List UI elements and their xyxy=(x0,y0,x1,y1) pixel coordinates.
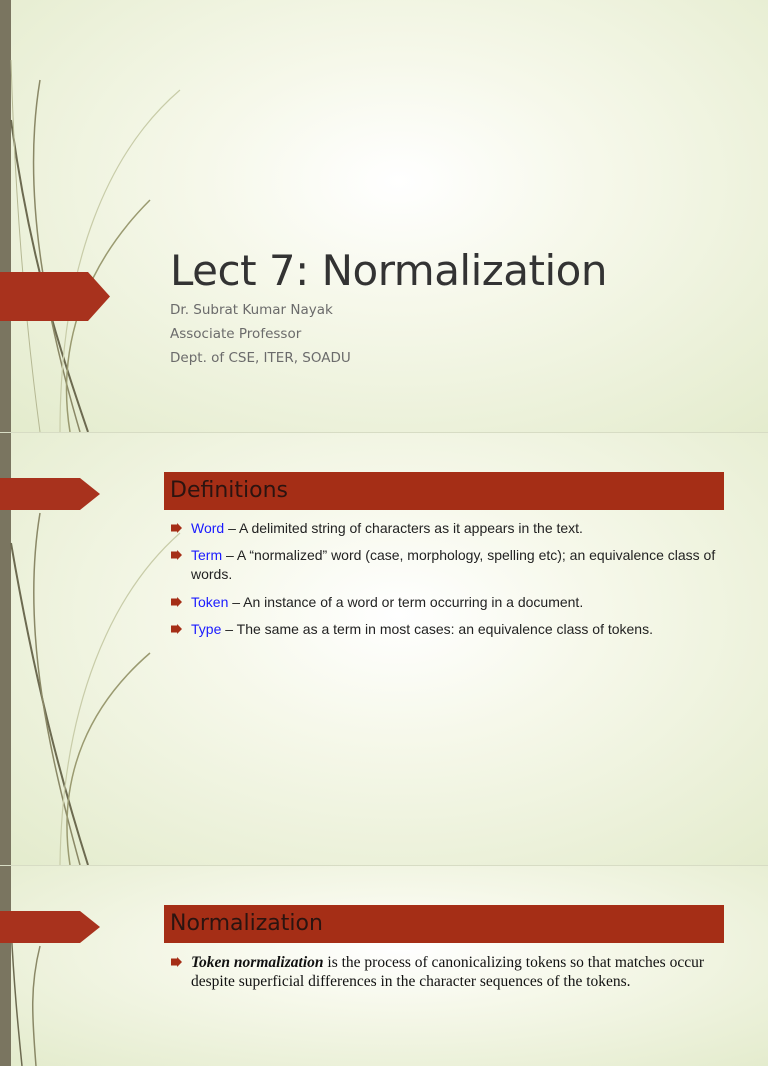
bullet-arrow-icon xyxy=(171,597,182,607)
emphasized-term: Token normalization xyxy=(191,954,324,971)
definitions-slide xyxy=(0,433,768,865)
decorative-swoosh xyxy=(0,866,200,1066)
definition-text: – A delimited string of characters as it appears in the text. xyxy=(224,520,583,536)
bullet-arrow-icon xyxy=(171,957,182,967)
definition-term: Word xyxy=(191,520,225,536)
list-item xyxy=(171,519,716,538)
author-name: Dr. Subrat Kumar Nayak xyxy=(170,302,333,318)
definition-term: Type xyxy=(191,621,222,637)
slide-title: Lect 7: Normalization xyxy=(170,246,608,295)
list-item xyxy=(171,546,716,584)
author-position: Associate Professor xyxy=(170,326,302,342)
decorative-swoosh xyxy=(0,0,200,432)
author-department: Dept. of CSE, ITER, SOADU xyxy=(170,350,351,366)
definition-term: Token xyxy=(191,594,229,610)
definition-text: – A “normalized” word (case, morphology, spelling etc); an equivalence class of words. xyxy=(191,547,716,582)
definition-term: Term xyxy=(191,547,223,563)
title-slide xyxy=(0,0,768,432)
bullet-arrow-icon xyxy=(171,550,182,560)
accent-arrow xyxy=(0,272,110,321)
list-item xyxy=(171,620,716,639)
section-heading: Normalization xyxy=(164,905,724,943)
bullet-arrow-icon xyxy=(171,523,182,533)
accent-arrow xyxy=(0,911,100,943)
definition-text: – The same as a term in most cases: an equivalence class of tokens. xyxy=(221,621,653,637)
definition-text: – An instance of a word or term occurring in a document. xyxy=(228,594,584,610)
paragraph-text: is the process of canonicalizing tokens so that matches occur despite superficial differences in the character sequences of the tokens. xyxy=(191,954,705,990)
list-item xyxy=(171,953,716,991)
normalization-slide xyxy=(0,866,768,1066)
section-heading: Definitions xyxy=(164,472,724,510)
bullet-arrow-icon xyxy=(171,624,182,634)
list-item xyxy=(171,593,716,612)
accent-arrow xyxy=(0,478,100,510)
